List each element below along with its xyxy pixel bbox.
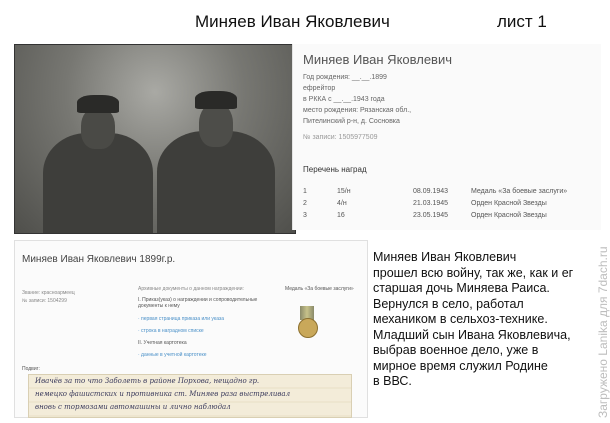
rank: ефрейтор bbox=[303, 85, 336, 92]
handwritten-feat bbox=[28, 374, 352, 418]
handwriting-line: вновь с тормозами автомашины и лично наблюдал bbox=[35, 403, 231, 411]
link-order-page[interactable]: · первая страница приказа или указа bbox=[138, 316, 224, 322]
sheet-number: лист 1 bbox=[497, 12, 547, 31]
doc-card-index: II. Учетная картотека bbox=[138, 340, 187, 346]
medal-icon bbox=[298, 318, 318, 338]
watermark: Загружено Lanika для 7dach.ru bbox=[596, 246, 610, 418]
record-name: Миняев Иван Яковлевич bbox=[303, 52, 452, 67]
award-num: 2 bbox=[303, 200, 307, 207]
award-num: 1 bbox=[303, 188, 307, 195]
birthplace-district: Пителинский р-н, д. Сосновка bbox=[303, 118, 400, 125]
medal-label: Медаль «За боевые заслуги» bbox=[285, 286, 354, 292]
award-card-title: Миняев Иван Яковлевич 1899г.р. bbox=[22, 254, 176, 265]
soldiers-photo bbox=[14, 44, 296, 234]
award-name[interactable]: Орден Красной Звезды bbox=[471, 212, 547, 219]
link-award-list[interactable]: · строка в наградном списке bbox=[138, 328, 204, 334]
award-date: 23.05.1945 bbox=[413, 212, 449, 219]
rank-small: Звание: красноармеец bbox=[22, 290, 75, 296]
award-doc: 4/н bbox=[337, 200, 347, 207]
awards-heading: Перечень наград bbox=[303, 165, 367, 174]
award-doc: 16 bbox=[337, 212, 345, 219]
record-small: № записи: 1504299 bbox=[22, 298, 67, 304]
doc-order: I. Приказ(указ) о награждении и сопроводительные документы к нему bbox=[138, 297, 258, 309]
handwriting-line: немецко фашистских и противника ст. Миняев раза выстреливал bbox=[35, 390, 291, 398]
award-name[interactable]: Медаль «За боевые заслуги» bbox=[471, 188, 568, 195]
award-date: 21.03.1945 bbox=[413, 200, 449, 207]
award-date: 08.09.1943 bbox=[413, 188, 449, 195]
page-title: Миняев Иван Яковлевич bbox=[195, 12, 390, 31]
record-number: № записи: 1505977509 bbox=[303, 134, 378, 141]
award-num: 3 bbox=[303, 212, 307, 219]
link-card-index[interactable]: · данные в учетной картотеке bbox=[138, 352, 207, 358]
record-card bbox=[292, 44, 601, 230]
archive-heading: Архивные документы о данном награждении: bbox=[138, 286, 244, 292]
handwriting-line: Ивачёв за то что Заболеть в районе Порхова, нещадно гр. bbox=[35, 377, 260, 385]
award-doc: 15/н bbox=[337, 188, 351, 195]
soldier-right bbox=[157, 73, 275, 233]
soldier-left bbox=[43, 73, 153, 233]
birth-year: Год рождения: __.__.1899 bbox=[303, 74, 387, 81]
service-start: в РККА с __.__.1943 года bbox=[303, 96, 385, 103]
biography-text: Миняев Иван Яковлевич прошел всю войну, так же, как и ег старшая дочь Миняева Раиса. Вернулся в село, работал механиком в сельхоз-технике. Младший сын Ивана Яковлевича, выбрав военное дело, уже в мирное время служил Родине в ВВС. bbox=[373, 250, 574, 388]
feat-label: Подвиг: bbox=[22, 366, 40, 372]
award-name[interactable]: Орден Красной Звезды bbox=[471, 200, 547, 207]
birthplace: место рождения: Рязанская обл., bbox=[303, 107, 412, 114]
